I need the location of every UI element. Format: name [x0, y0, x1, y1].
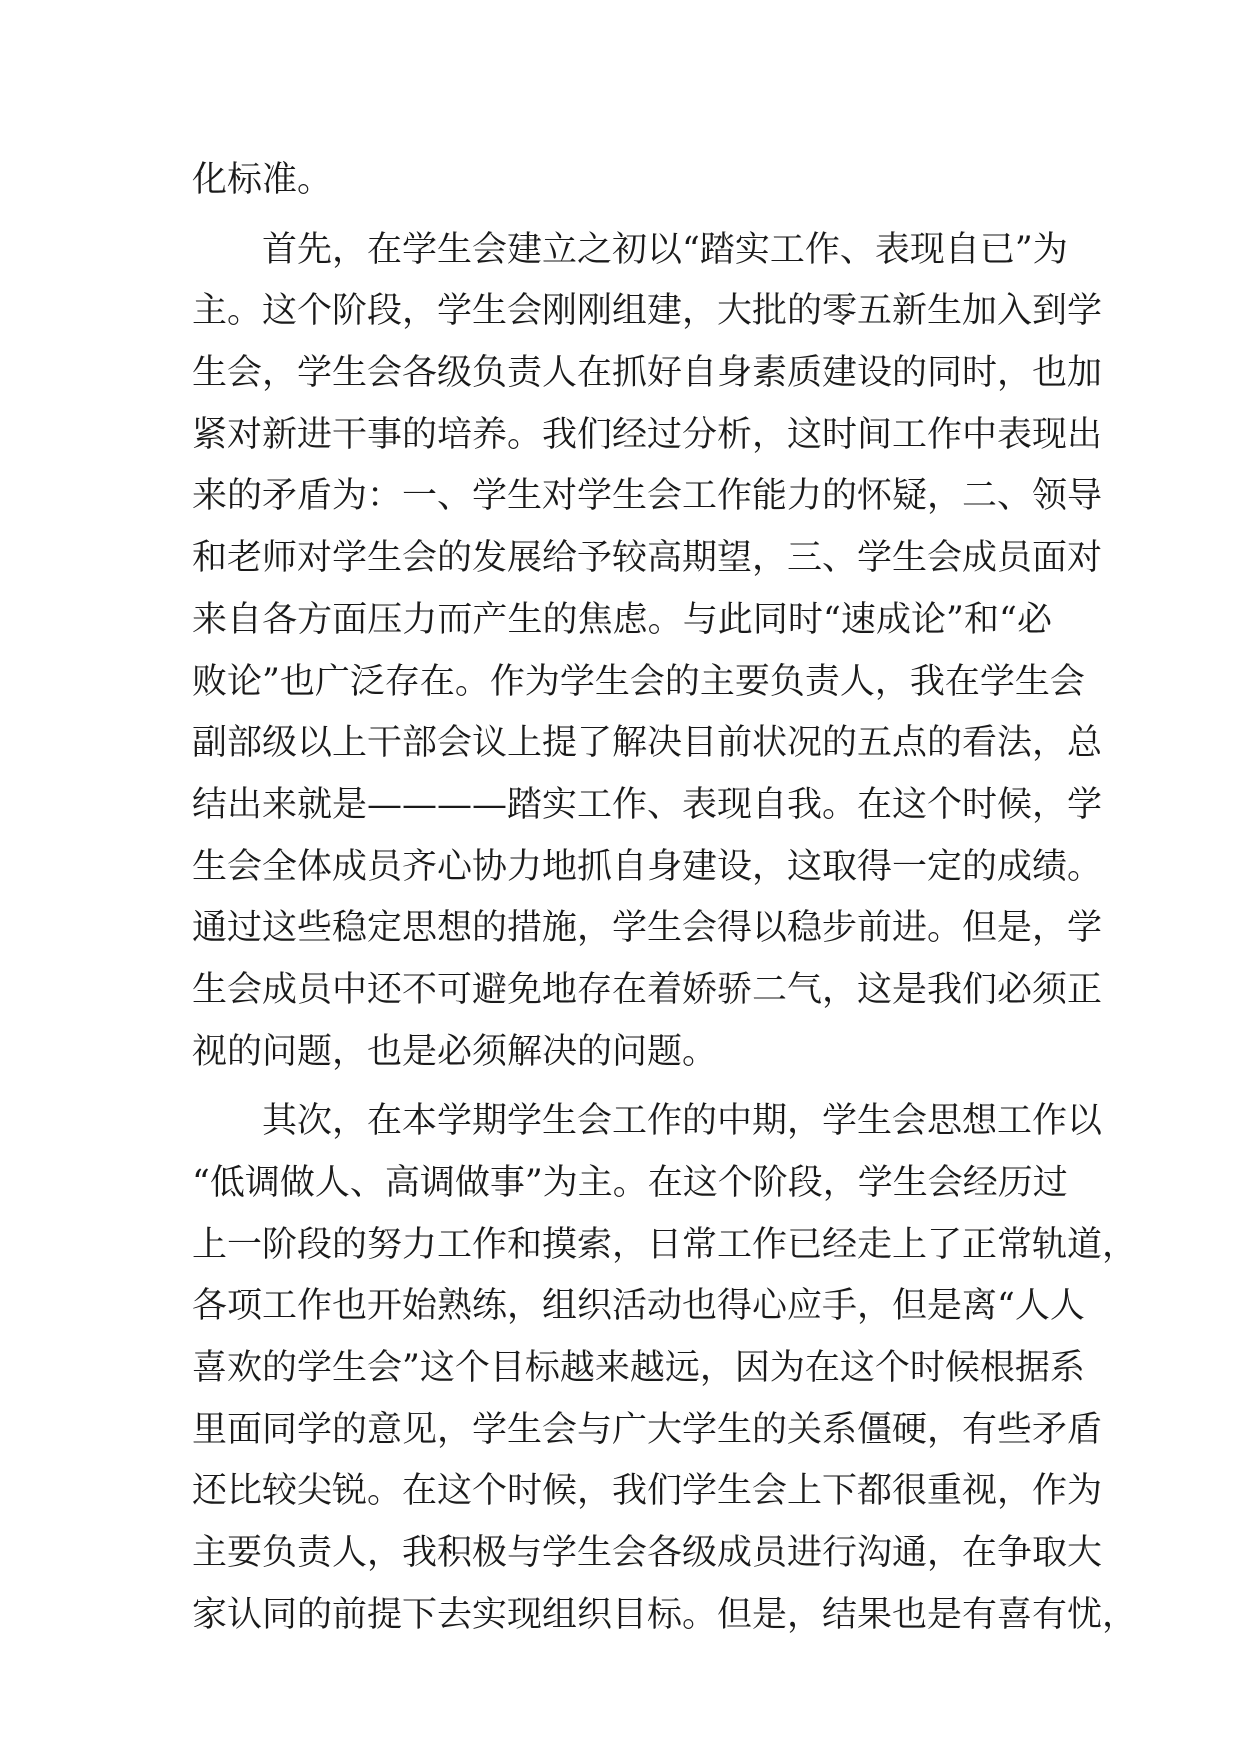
- text-line: 里面同学的意见，学生会与广大学生的关系僵硬，有些矛盾: [192, 1409, 1103, 1450]
- text-line: “低调做人、高调做事”为主。在这个阶段，学生会经历过: [192, 1163, 1068, 1203]
- text-line: 副部级以上干部会议上提了解决目前状况的五点的看法，总: [192, 723, 1103, 764]
- text-line: 生会成员中还不可避免地存在着娇骄二气，这是我们必须正: [192, 969, 1103, 1010]
- text-line: 通过这些稳定思想的措施，学生会得以稳步前进。但是，学: [192, 908, 1103, 949]
- text-line: 和老师对学生会的发展给予较高期望，三、学生会成员面对: [192, 538, 1103, 579]
- paragraph-2: [192, 220, 1103, 1084]
- text-line: 上一阶段的努力工作和摸索，日常工作已经走上了正常轨道，: [192, 1224, 1138, 1265]
- text-line: 喜欢的学生会”这个目标越来越远，因为在这个时候根据系: [192, 1348, 1085, 1389]
- text-line: 生会，学生会各级负责人在抓好自身素质建设的同时，也加: [192, 353, 1103, 394]
- text-line: 败论”也广泛存在。作为学生会的主要负责人，我在学生会: [192, 661, 1085, 702]
- text-line: 首先，在学生会建立之初以“踏实工作、表现自已”为: [192, 229, 1068, 270]
- text-line: 其次，在本学期学生会工作的中期，学生会思想工作以: [192, 1101, 1103, 1142]
- text-line: 视的问题，也是必须解决的问题。: [192, 1031, 718, 1072]
- text-line: 还比较尖锐。在这个时候，我们学生会上下都很重视，作为: [192, 1471, 1103, 1512]
- text-line: 紧对新进干事的培养。我们经过分析，这时间工作中表现出: [192, 414, 1103, 455]
- body-text: [192, 150, 1138, 1647]
- text-line: 主。这个阶段，学生会刚刚组建，大批的零五新生加入到学: [192, 291, 1103, 332]
- text-line: 各项工作也开始熟练，组织活动也得心应手，但是离“人人: [192, 1286, 1085, 1327]
- text-line: 家认同的前提下去实现组织目标。但是，结果也是有喜有忧，: [192, 1594, 1138, 1635]
- paragraph-3: [192, 1091, 1138, 1646]
- text-line: 化标准。: [192, 160, 333, 200]
- text-line: 主要负责人，我积极与学生会各级成员进行沟通，在争取大: [192, 1533, 1103, 1574]
- paragraph-1: [192, 150, 1052, 212]
- text-line: 结出来就是————踏实工作、表现自我。在这个时候，学: [192, 784, 1103, 825]
- text-line: 来的矛盾为：一、学生对学生会工作能力的怀疑，二、领导: [192, 476, 1103, 517]
- text-line: 来自各方面压力而产生的焦虑。与此同时“速成论”和“必: [192, 599, 1052, 640]
- text-line: 生会全体成员齐心协力地抓自身建设，这取得一定的成绩。: [192, 846, 1103, 887]
